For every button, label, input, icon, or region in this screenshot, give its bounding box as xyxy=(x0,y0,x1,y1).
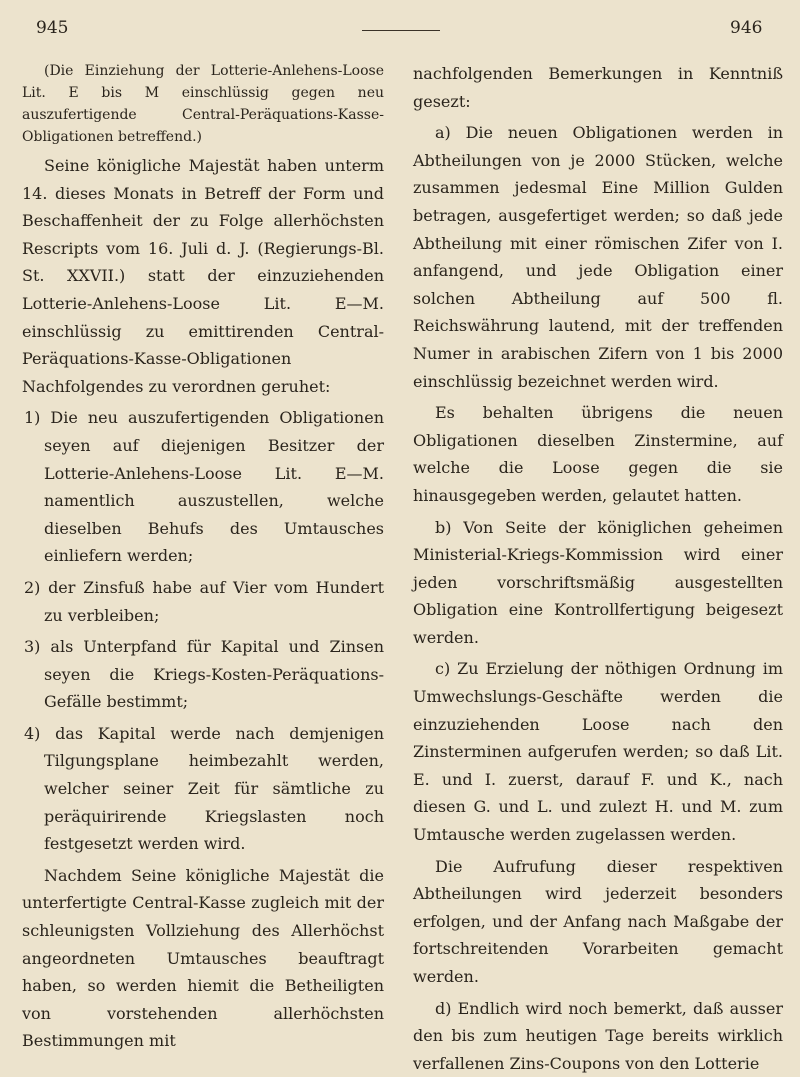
left-column xyxy=(22,60,384,1055)
page-header xyxy=(0,18,800,48)
item-c: c) Zu Erzielung der nöthigen Ordnung im Umwechslungs-Geschäfte werden die einzuziehenden Loose nach den Zinsterminen aufgerufen werden; so daß Lit. E. und I. zuerst, darauf F. und K., nach diesen G. und L. und zulezt H. und M. zum Umtausche werden zugelassen werden. xyxy=(413,659,783,845)
paragraph-a2: Es behalten übrigens die neuen Obligationen dieselben Zinstermine, auf welche die Loose gegen die sie hinausgegeben werden, gelautet hatten. xyxy=(413,403,783,505)
paragraph-c2: Die Aufrufung dieser respektiven Abtheilungen wird jederzeit besonders erfolgen, und der Anfang nach Maßgabe der fortschreitenden Vorarbeiten gemacht werden. xyxy=(413,856,783,986)
closing-paragraph: Nachdem Seine königliche Majestät die unterfertigte Central-Kasse zugleich mit der schleunigsten Vollziehung des Allerhöchst angeordneten Umtausches beauftragt haben, so werden hiemit die Betheiligten von vorstehenden allerhöchsten Bestimmungen mit xyxy=(22,865,384,1051)
list-item-4: 4) das Kapital werde nach demjenigen Tilgungsplane heimbezahlt werden, welcher seiner Zeit für sämtliche zu peräquirirende Kriegslasten noch festgesetzt werden wird. xyxy=(24,723,384,854)
intro-paragraph: Seine königliche Majestät haben unterm 14. dieses Monats in Betreff der Form und Beschaffenheit der zu Folge allerhöchsten Rescripts vom 16. Juli d. J. (Regierungs-Bl. St. XXVII.) statt der einzuziehenden Lotterie-Anlehens-Loose Lit. E—M. einschlüssig zu emittirenden Central-Peräquations-Kasse-Obligationen Nachfolgendes zu verordnen geruhet: xyxy=(22,156,384,396)
list-item-3: 3) als Unterpfand für Kapital und Zinsen seyen die Kriegs-Kosten-Peräquations-Gefälle bestimmt; xyxy=(24,637,384,712)
list-item-2: 2) der Zinsfuß habe auf Vier vom Hundert zu verbleiben; xyxy=(24,577,384,625)
list-item-1: 1) Die neu auszufertigenden Obligationen seyen auf diejenigen Besitzer der Lotterie-Anlehens-Loose Lit. E—M. namentlich auszustellen, welche dieselben Behufs des Umtausches einliefern werden; xyxy=(24,408,384,566)
right-intro: nachfolgenden Bemerkungen in Kenntniß gesezt: xyxy=(413,64,783,111)
item-d: d) Endlich wird noch bemerkt, daß ausser den bis zum heutigen Tage bereits wirklich verfallenen Zins-Coupons von den Lotterie xyxy=(413,998,783,1073)
page-number-right: 946 xyxy=(730,18,763,38)
header-rule xyxy=(362,30,440,31)
item-a: a) Die neuen Obligationen werden in Abtheilungen von je 2000 Stücken, welche zusammen jedesmal Eine Million Gulden betragen, ausgefertiget werden; so daß jede Abtheilung mit einer römischen Zifer von I. anfangend, und jede Obligation einer solchen Abtheilung auf 500 fl. Reichswährung lautend, mit der treffenden Numer in arabischen Zifern von 1 bis 2000 einschlüssig bezeichnet werden wird. xyxy=(413,123,783,391)
right-column xyxy=(413,60,783,1077)
page-number-left: 945 xyxy=(36,18,69,38)
item-b: b) Von Seite der königlichen geheimen Ministerial-Kriegs-Kommission wird einer jeden vorschriftsmäßig ausgestellten Obligation eine Kontrollfertigung beigesezt werden. xyxy=(413,517,783,647)
heading-note: (Die Einziehung der Lotterie-Anlehens-Loose Lit. E bis M einschlüssig gegen neu auszufertigende Central-Peräquations-Kasse-Obligationen betreffend.) xyxy=(22,63,384,145)
